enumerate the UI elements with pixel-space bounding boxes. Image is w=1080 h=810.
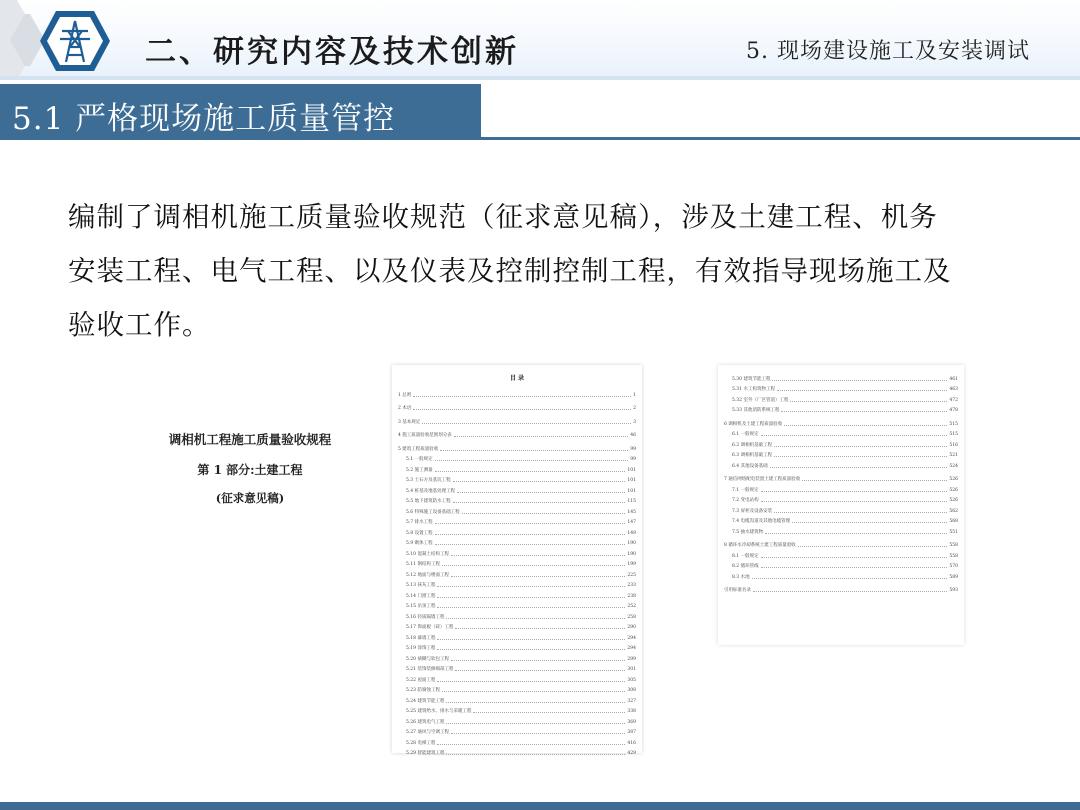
toc-entry — [398, 693, 636, 704]
toc-entry — [398, 620, 636, 631]
toc-entry-title: 4 施工质量验收范围划分表 — [398, 433, 452, 438]
toc-entry-leader — [435, 471, 626, 472]
toc-entry-title: 5.2 施工测量 — [406, 467, 433, 473]
toc-entry-title: 8.2 循环管线 — [732, 564, 759, 569]
toc-entry-leader — [772, 380, 947, 381]
toc-entry-leader — [435, 544, 626, 545]
slide-header — [0, 0, 1080, 80]
toc-entry-page: 562 — [949, 508, 958, 514]
toc-entry-title: 7.5 抽水建筑物 — [732, 529, 764, 535]
toc-entry — [724, 482, 958, 493]
section-title: 二、研究内容及技术创新 — [145, 34, 519, 70]
toc-entry-leader — [774, 456, 947, 457]
toc-entry-title: 7.3 屏柜及设备安装 — [732, 508, 773, 514]
toc-entry-page: 299 — [627, 656, 636, 662]
toc-entry-title: 5.7 排水工程 — [406, 520, 433, 525]
toc-entry-leader — [774, 446, 947, 447]
toc-entry — [398, 504, 636, 515]
toc-entry-title: 5.21 装饰装修细部工程 — [406, 667, 454, 672]
toc-entry-leader — [451, 733, 625, 734]
toc-entry-page: 99 — [630, 457, 636, 462]
toc-entry-page: 305 — [627, 677, 636, 683]
toc-entry — [398, 704, 636, 715]
toc-entry-page: 2 — [633, 406, 636, 411]
toc-entry — [398, 452, 636, 463]
document-cover-page — [120, 400, 380, 520]
toc-entry — [398, 428, 636, 439]
toc-entry — [398, 725, 636, 736]
toc-entry — [398, 746, 636, 757]
toc-entry-title: 5.5 地下建筑防水工程 — [406, 499, 451, 504]
toc-entry-title: 5.13 抹灰工程 — [406, 583, 436, 588]
toc-entry — [398, 401, 636, 412]
toc-entry-title: 5.4 桩基及地基处理工程 — [406, 488, 456, 494]
toc-entry-title: 7.4 电缆沟道及其他电缆管理 — [732, 519, 791, 524]
toc-entry-leader — [792, 522, 947, 523]
toc-entry — [398, 387, 636, 398]
toc-entry-page: 99 — [630, 446, 636, 452]
toc-entry — [724, 559, 958, 570]
toc-entry-leader — [453, 481, 626, 482]
toc-entry-leader — [462, 513, 626, 514]
toc-entry-page: 252 — [627, 604, 636, 609]
toc-entry — [398, 525, 636, 536]
toc-entry-title: 5.14 门窗工程 — [406, 593, 436, 599]
toc-entry-page: 551 — [949, 529, 958, 535]
toc-entry-leader — [422, 423, 631, 424]
toc-entry-title: 5.22 屋面工程 — [406, 677, 436, 683]
toc-entry-page: 429 — [627, 751, 636, 756]
toc-entry-page: 233 — [627, 583, 636, 588]
toc-entry — [398, 641, 636, 652]
toc-entry — [398, 462, 636, 473]
toc-entry-leader — [455, 670, 625, 671]
toc-entry — [398, 578, 636, 589]
toc-entry-leader — [761, 435, 948, 436]
body-line: 验收工作。 — [68, 309, 211, 341]
toc-entry — [398, 651, 636, 662]
toc-title: 目 录 — [509, 375, 525, 382]
toc-entry-page: 258 — [627, 614, 636, 620]
toc-entry-title: 5.28 电梯工程 — [406, 740, 436, 746]
toc-entry-page: 570 — [949, 564, 958, 569]
toc-entry-leader — [473, 712, 625, 713]
toc-entry-leader — [761, 501, 948, 502]
toc-entry-leader — [781, 411, 947, 412]
toc-entry-title: 7.2 变电站构 — [732, 498, 759, 503]
toc-entry-title: 5.3 土石方及基坑工程 — [406, 478, 451, 483]
toc-entry-page: 101 — [627, 488, 636, 494]
toc-entry-page: 526 — [949, 487, 958, 493]
toc-entry — [398, 557, 636, 568]
toc-entry — [724, 514, 958, 525]
toc-entry — [724, 538, 958, 549]
toc-entry-title: 5.9 砌体工程 — [406, 541, 433, 546]
subsection-title: 5. 现场建设施工及安装调试 — [746, 39, 1030, 64]
toc-entry-leader — [451, 555, 625, 556]
toc-entry-title: 5.25 建筑给水、排水与采暖工程 — [406, 709, 472, 714]
toc-entry-page: 225 — [627, 572, 636, 578]
toc-entry-leader — [761, 491, 948, 492]
toc-entry-page: 472 — [949, 397, 958, 403]
power-tower-icon — [38, 9, 112, 73]
toc-entry — [398, 546, 636, 557]
toc-entry-page: 145 — [627, 509, 636, 515]
toc-entry — [398, 494, 636, 505]
toc-entry-page: 294 — [627, 646, 636, 651]
toc-entry-leader — [774, 512, 947, 513]
toc-entry-page: 115 — [627, 499, 636, 504]
toc-entry — [724, 524, 958, 535]
toc-entry-page: 147 — [627, 520, 636, 525]
toc-entry — [398, 567, 636, 578]
toc-entry-title: 6 调相机及土建工程质量验收 — [724, 421, 783, 427]
toc-entry — [724, 503, 958, 514]
toc-entry — [398, 672, 636, 683]
heading-title: 5.1 严格现场施工质量管控 — [12, 101, 396, 137]
toc-entry-page: 308 — [627, 688, 636, 693]
toc-entry-title: 8.1 一般规定 — [732, 553, 759, 559]
toc-entry-page: 558 — [949, 543, 958, 548]
toc-entry-leader — [435, 460, 629, 461]
toc-entry-leader — [437, 681, 625, 682]
toc-entry — [724, 392, 958, 403]
toc-entry-title: 5.29 智能建筑工程 — [406, 751, 445, 756]
toc-entry-title: 6.4 其他设备基础 — [732, 463, 768, 469]
toc-entry — [724, 583, 958, 594]
toc-entry-leader — [451, 660, 625, 661]
toc-entry-leader — [770, 467, 948, 468]
toc-entry-title: 2 术语 — [398, 406, 412, 411]
toc-entry-leader — [446, 754, 625, 755]
toc-entry-leader — [437, 597, 625, 598]
toc-entry-title: 6.2 调相机基础工程 — [732, 442, 773, 448]
toc-entry-page: 463 — [949, 387, 958, 392]
toc-entry-leader — [777, 390, 947, 391]
toc-entry-page: 327 — [627, 698, 636, 704]
toc-entry-leader — [446, 702, 625, 703]
toc-entry-title: 5.15 吊顶工程 — [406, 604, 436, 609]
toc-entry-leader — [455, 628, 625, 629]
toc-entry-leader — [446, 618, 625, 619]
toc-entry-title: 5.23 防腐蚀工程 — [406, 688, 440, 693]
toc-entry-title: 5 建筑工程质量验收 — [398, 446, 439, 452]
toc-entry — [724, 382, 958, 393]
toc-page-1 — [392, 365, 642, 756]
heading-underline — [0, 137, 1080, 140]
toc-entry-page: 199 — [627, 562, 636, 567]
cover-part: 第 1 部分:土建工程 — [197, 463, 303, 477]
toc-entry-title: 6.3 调相机基础工程 — [732, 453, 773, 458]
toc-entry-leader — [454, 436, 628, 437]
toc-entry-page: 526 — [949, 498, 958, 503]
toc-entry — [398, 414, 636, 425]
toc-entry-page: 101 — [627, 478, 636, 483]
toc-entry-leader — [790, 401, 947, 402]
toc-entry — [398, 714, 636, 725]
toc-entry-page: 190 — [627, 551, 636, 557]
toc-entry-leader — [765, 533, 947, 534]
toc-entry — [724, 458, 958, 469]
toc-entry — [724, 437, 958, 448]
toc-entry-leader — [437, 744, 625, 745]
toc-entry-page: 521 — [949, 453, 958, 458]
toc-entry-leader — [437, 607, 625, 608]
cover-note: (征求意见稿) — [215, 491, 285, 505]
toc-entry — [398, 735, 636, 746]
body-paragraph — [68, 190, 1018, 352]
toc-list — [398, 387, 636, 756]
toc-entry-title: 3 基本规定 — [398, 419, 421, 425]
toc-entry — [398, 630, 636, 641]
toc-entry-leader — [442, 691, 625, 692]
toc-entry-page: 301 — [627, 667, 636, 672]
toc-entry-title: 5.16 轻质隔墙工程 — [406, 614, 445, 620]
toc-entry-title: 5.10 混凝土结构工程 — [406, 551, 449, 557]
toc-entry-leader — [437, 649, 625, 650]
toc-entry-leader — [453, 502, 626, 503]
body-line: 安装工程、电气工程、以及仪表及控制控制工程，有效指导现场施工及 — [68, 255, 952, 287]
toc-entry-title: 引用标准名录 — [724, 588, 751, 593]
toc-entry — [398, 483, 636, 494]
toc-entry-title: 5.12 地面与楼面工程 — [406, 572, 449, 578]
toc-entry-page: 3 — [633, 419, 636, 425]
toc-entry-title: 5.30 建筑节能工程 — [732, 376, 771, 382]
toc-entry — [398, 609, 636, 620]
toc-entry-title: 5.17 饰面板（砖）工程 — [406, 625, 454, 630]
toc-entry-title: 5.31 水工构筑物工程 — [732, 387, 775, 392]
toc-entry-leader — [437, 639, 625, 640]
toc-entry-leader — [761, 557, 948, 558]
toc-entry-page: 338 — [627, 709, 636, 714]
toc-entry-leader — [457, 492, 625, 493]
toc-entry — [724, 493, 958, 504]
heading-bar — [0, 84, 481, 138]
toc-entry — [398, 441, 636, 452]
toc-entry-page: 461 — [949, 376, 958, 382]
toc-entry-leader — [798, 546, 948, 547]
toc-entry — [724, 448, 958, 459]
toc-entry-leader — [413, 396, 631, 397]
toc-entry — [724, 548, 958, 559]
toc-entry-title: 1 总则 — [398, 392, 412, 398]
toc-entry-leader — [761, 567, 948, 568]
toc-entry — [398, 588, 636, 599]
toc-entry-title: 5.32 室外（厂区管道）工程 — [732, 397, 789, 403]
toc-entry-page: 294 — [627, 635, 636, 641]
toc-entry-leader — [435, 534, 626, 535]
toc-entry — [398, 662, 636, 673]
toc-entry-title: 6.1 一般规定 — [732, 432, 759, 437]
toc-entry-title: 5.8 设置工程 — [406, 530, 433, 536]
toc-entry-title: 5.6 特殊施工设备基础工程 — [406, 509, 460, 515]
toc-entry-page: 526 — [949, 477, 958, 482]
toc-entry-leader — [437, 586, 625, 587]
toc-entry-title: 5.18 幕墙工程 — [406, 635, 436, 641]
toc-entry — [724, 416, 958, 427]
toc-entry-leader — [451, 576, 625, 577]
toc-entry — [724, 427, 958, 438]
toc-entry — [398, 536, 636, 547]
toc-entry-leader — [752, 578, 948, 579]
toc-entry-title: 5.11 钢结构工程 — [406, 562, 440, 567]
toc-entry-leader — [753, 591, 947, 592]
toc-page-2 — [718, 365, 964, 645]
toc-entry-page: 149 — [627, 530, 636, 536]
body-line: 编制了调相机施工质量验收规范（征求意见稿），涉及土建工程、机务 — [68, 201, 938, 233]
toc-entry-page: 558 — [949, 553, 958, 559]
toc-entry-page: 46 — [630, 433, 636, 438]
toc-entry-page: 290 — [627, 625, 636, 630]
header-divider — [0, 76, 1080, 80]
toc-entry-page: 369 — [627, 719, 636, 725]
toc-entry-leader — [802, 480, 947, 481]
toc-entry-leader — [446, 723, 625, 724]
toc-entry — [398, 473, 636, 484]
cover-title: 调相机工程施工质量验收规程 — [168, 432, 332, 447]
toc-entry-page: 1 — [633, 392, 636, 398]
toc-entry-title: 5.26 建筑电气工程 — [406, 719, 445, 725]
toc-entry-page: 568 — [949, 519, 958, 524]
toc-entry — [398, 599, 636, 610]
toc-entry-title: 8.3 水池 — [732, 574, 750, 580]
toc-entry-title: 5.33 其他消防系统工程 — [732, 408, 780, 413]
toc-entry — [724, 403, 958, 414]
toc-entry-title: 5.27 通风与空调工程 — [406, 730, 449, 735]
footer-bar — [0, 802, 1080, 810]
toc-entry-title: 5.19 涂饰工程 — [406, 646, 436, 651]
toc-entry-page: 524 — [949, 463, 958, 469]
toc-entry-page: 516 — [949, 442, 958, 448]
toc-entry — [724, 569, 958, 580]
toc-entry-leader — [784, 425, 947, 426]
toc-entry-leader — [413, 409, 631, 410]
toc-entry-title: 5.1 一般规定 — [406, 457, 433, 462]
toc-entry-title: 5.24 建筑节能工程 — [406, 698, 445, 704]
toc-entry-leader — [440, 450, 628, 451]
toc-entry-page: 387 — [627, 730, 636, 735]
toc-entry-page: 238 — [627, 593, 636, 599]
toc-entry-leader — [435, 523, 626, 524]
toc-entry-page: 515 — [949, 421, 958, 427]
toc-entry-title: 7 通信网络配电装置土建工程质量验收 — [724, 477, 801, 482]
toc-entry-page: 190 — [627, 541, 636, 546]
toc-entry-leader — [442, 565, 625, 566]
toc-entry-page: 589 — [949, 574, 958, 580]
toc-entry-title: 5.20 裱糊与软包工程 — [406, 656, 449, 662]
toc-entry — [724, 371, 958, 382]
toc-entry — [398, 515, 636, 526]
toc-entry-page: 478 — [949, 408, 958, 413]
toc-entry-page: 416 — [627, 740, 636, 746]
toc-entry-page: 101 — [627, 467, 636, 473]
toc-entry-page: 515 — [949, 432, 958, 437]
toc-entry-title: 7.1 一般规定 — [732, 487, 759, 493]
toc-entry-title: 8 循环水冷却系统土建工程质量验收 — [724, 543, 796, 548]
toc-entry-page: 593 — [949, 588, 958, 593]
toc-entry — [398, 683, 636, 694]
toc-list — [724, 371, 958, 593]
toc-entry — [724, 472, 958, 483]
